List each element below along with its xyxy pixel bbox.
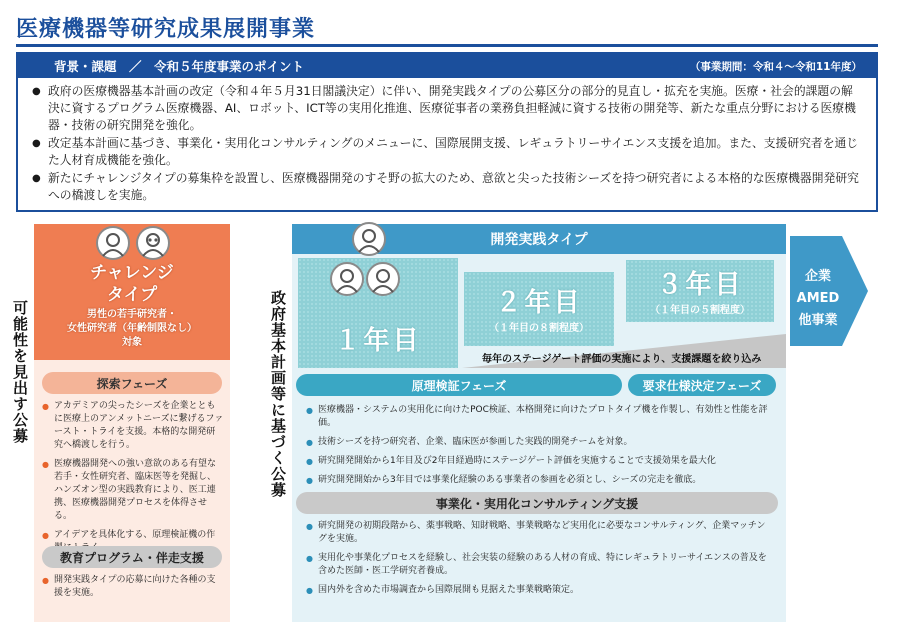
year3-label: ３年目 <box>656 270 744 300</box>
requirement-phase-label: 要求仕様決定フェーズ <box>628 374 776 396</box>
list-item: ● 技術シーズを持つ研究者、企業、臨床医が参画した実践的開発チームを対象。 <box>306 436 768 449</box>
challenge-column <box>34 224 230 622</box>
background-bullet: ● 新たにチャレンジタイプの募集枠を設置し、医療機器開発のすそ野の拡大のため、意欲と尖った技術シーズを持つ研究者による本格的な医療機器開発研究への橋渡しを実施。 <box>32 170 864 204</box>
person-icon <box>366 262 400 296</box>
page-title: 医療機器等研究成果展開事業 <box>16 17 316 42</box>
stage-gate-note: 毎年のステージゲート評価の実施により、支援課題を絞り込み <box>482 354 762 365</box>
year3-sub: （１年目の５割程度） <box>650 305 750 316</box>
poc-phase-list <box>306 404 768 493</box>
year3-box <box>626 260 774 322</box>
list-item: ● アイデアを具体化する、原理検証機の作 <box>42 529 224 555</box>
explore-phase-label: 探索フェーズ <box>42 372 222 394</box>
project-period: （事業期間：令和４～令和11年度） <box>689 60 862 73</box>
list-item: ● 医療機器・システムの実用化に向けたPOC検証、本格開発に向けたプロトタイプ機を作製し、有効性と性能を評価。 <box>306 404 768 430</box>
poc-phase-label: 原理検証フェーズ <box>296 374 622 396</box>
education-program-label: 教育プログラム・伴走支援 <box>42 546 222 568</box>
vertical-label-mid: 政府基本計画等に基づく公募 <box>269 290 287 498</box>
year2-label: ２年目 <box>495 288 583 318</box>
list-item: ● 研究開発開始から3年目では事業化経験のある事業者の参画を必須とし、シーズの完走を徹底。 <box>306 474 768 487</box>
list-item: ● 医療機器開発への強い意欲のある有望な若手・女性研究者、臨床医等を発掘し、ハンズオン型の実践教育により、医工連携、医療機器開発プロセスを体得させる。 <box>42 458 224 523</box>
challenge-header <box>34 224 230 360</box>
list-item: ● 研究開発の初期段階から、薬事戦略、知財戦略、事業戦略など実用化に必要なコンサルティング、企業マッチングを実施。 <box>306 520 768 546</box>
list-item: ● アカデミアの尖ったシーズを企業とともに医療上のアンメットニーズに繋げるファースト・トライを支援。本格的な開発研究へ橋渡しを行う。 <box>42 400 224 452</box>
person-icon <box>136 226 170 260</box>
title-rule <box>16 44 878 47</box>
background-section <box>16 52 878 212</box>
explore-phase-list <box>42 400 224 561</box>
person-icon <box>352 222 386 256</box>
challenge-target: 男性の若手研究者・ 女性研究者（年齢制限なし） 対象 <box>67 309 197 348</box>
list-item: ● 実用化や事業化プロセスを経験し、社会実装の経験のある人材の育成、特にレギュラトリーサイエンスの普及を含めた医師・医工学研究者養成。 <box>306 552 768 578</box>
list-item: ● 開発実践タイプの応募に向けた各種の支援を実施。 <box>42 574 224 600</box>
year1-box <box>298 258 458 368</box>
person-icon <box>330 262 364 296</box>
background-header <box>18 54 876 78</box>
list-item: ● 国内外を含めた市場調査から国際展開も見据えた事業戦略策定。 <box>306 584 768 597</box>
person-icon <box>96 226 130 260</box>
education-program-list <box>42 574 224 606</box>
list-item: ● 研究開発開始から1年目及び2年目経過時にステージゲート評価を実施することで支援効果を最大化 <box>306 455 768 468</box>
arrow-destinations: 企業 AMED 他事業 <box>796 269 840 328</box>
background-bullet: ● 政府の医療機器基本計画の改定（令和４年５月31日閣議決定）に伴い、開発実践タイプの公募区分の部分的見直し・拡充を実施。医療・社会的課題の解決に資するプログラム医療機器、AI、ロボット、ICT等の実用化推進、医療従事者の業務負担軽減に資する技術の開発等、新たな重点分野における医療機器・技術の研究開発を強化。 <box>32 83 864 134</box>
consulting-support-label: 事業化・実用化コンサルティング支援 <box>296 492 778 514</box>
background-header-label: 背景・課題 ／ 令和５年度事業のポイント <box>54 59 305 74</box>
vertical-label-left: 可能性を見出す公募 <box>11 300 29 444</box>
background-bullet: ● 改定基本計画に基づき、事業化・実用化コンサルティングのメニューに、国際展開支援、レギュラトリーサイエンス支援を追加。また、支援研究者を通じた人材育成機能を強化。 <box>32 135 864 169</box>
consulting-support-list <box>306 520 768 603</box>
background-bullets <box>18 78 876 204</box>
dev-practice-column <box>292 224 786 622</box>
dev-practice-title: 開発実践タイプ <box>490 232 588 248</box>
year1-label: １年目 <box>334 326 422 356</box>
challenge-title: チャレンジ タイプ <box>90 263 174 305</box>
year2-sub: （１年目の８割程度） <box>489 323 589 334</box>
